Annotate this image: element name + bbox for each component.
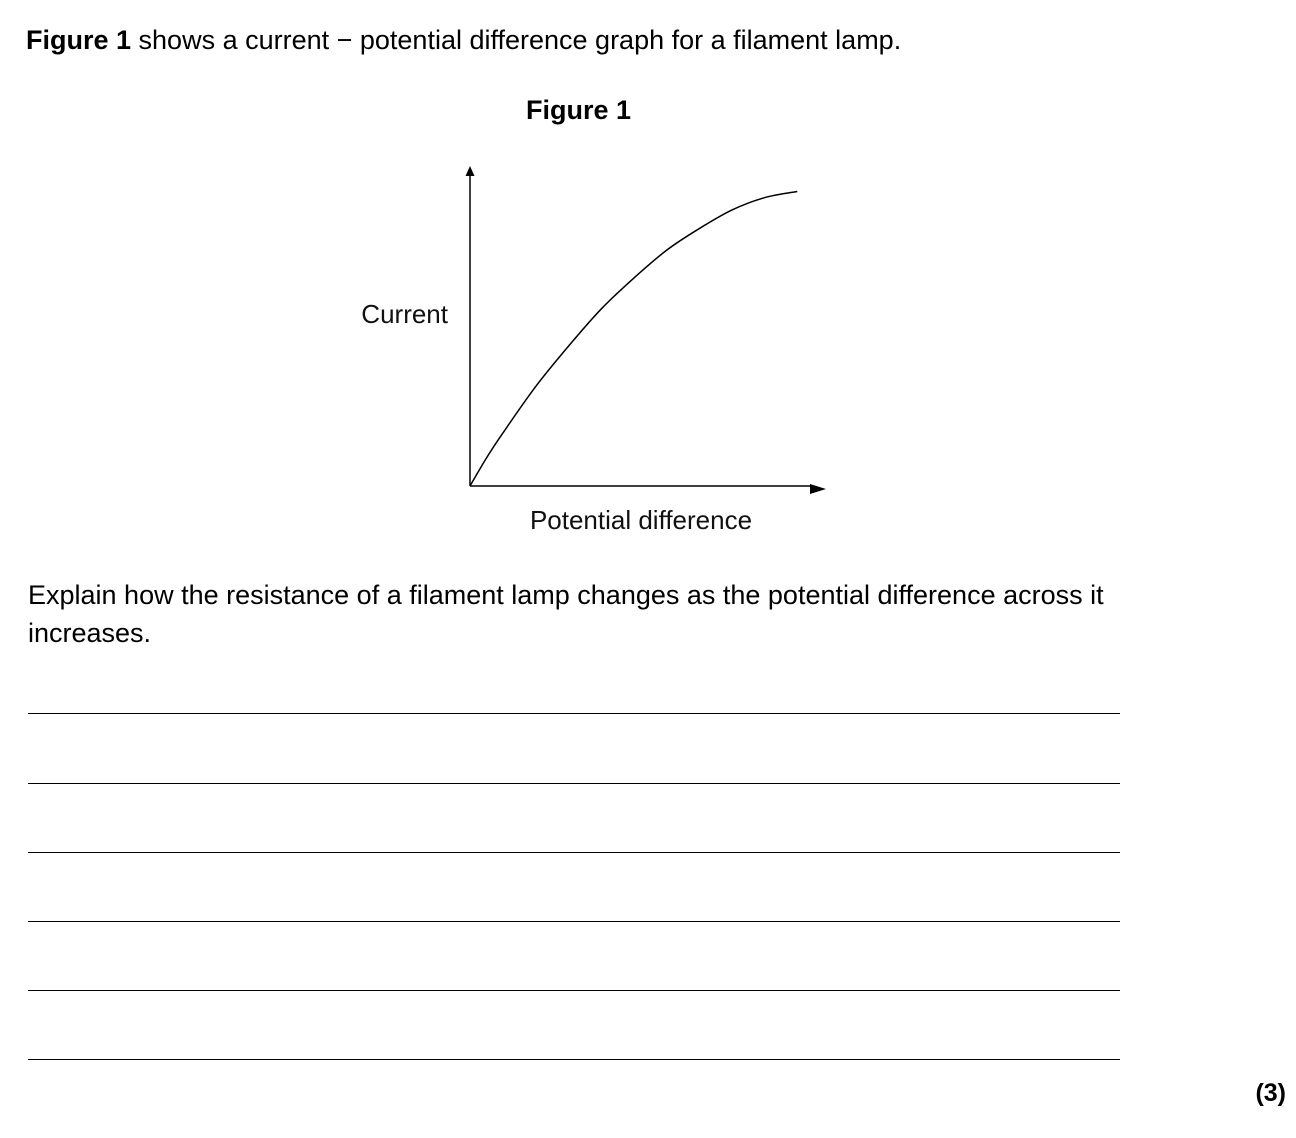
answer-line-3[interactable] [28,852,1120,853]
answer-line-6[interactable] [28,1059,1120,1060]
x-axis-label: Potential difference [529,505,753,535]
y-axis-arrow [466,166,475,176]
intro-sentence: shows a current − potential difference graph for a filament lamp. [131,25,902,55]
y-axis-label: Current [361,299,448,329]
intro-text [26,22,901,58]
question-text: Explain how the resistance of a filament lamp changes as the potential difference across it increases. [28,580,1104,648]
intro-figure-ref: Figure 1 [26,25,132,55]
marks-label: (3) [1255,1079,1286,1107]
figure-title: Figure 1 [526,95,632,125]
answer-line-5[interactable] [28,990,1120,991]
answer-line-4[interactable] [28,921,1120,922]
answer-line-2[interactable] [28,783,1120,784]
current-pd-graph [340,160,840,550]
x-axis-arrow [810,484,826,494]
axes [466,166,827,494]
current-curve [470,192,797,487]
answer-line-1[interactable] [28,713,1120,714]
